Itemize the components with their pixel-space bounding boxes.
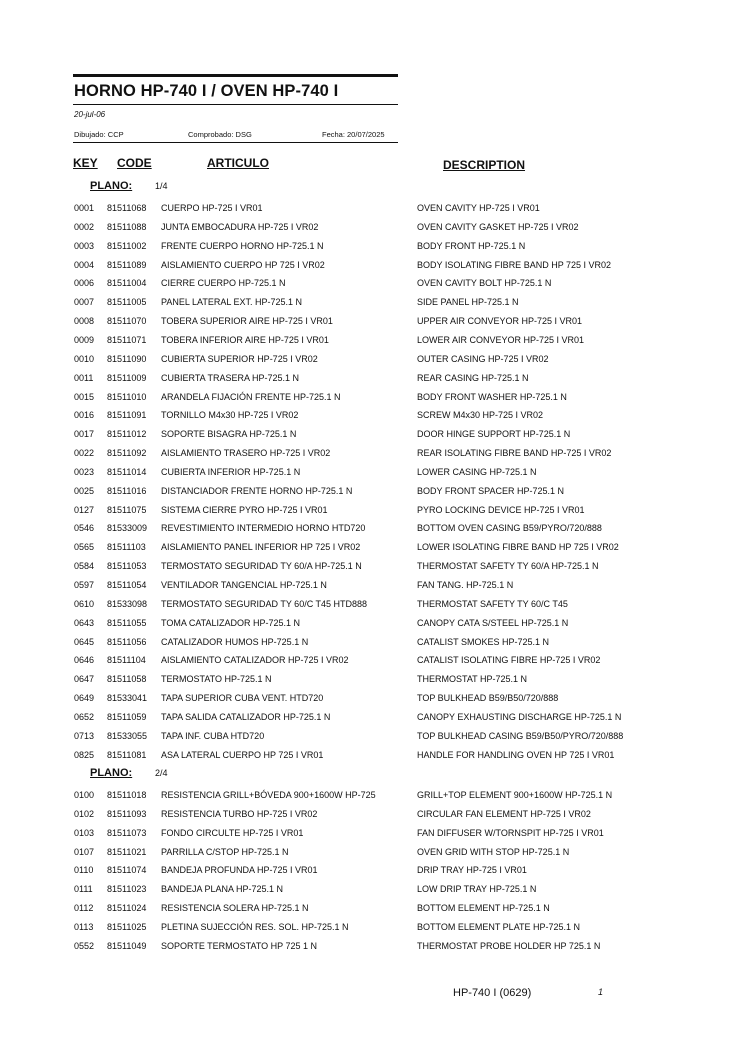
table-row xyxy=(0,277,744,295)
cell-code: 81511075 xyxy=(107,504,147,515)
cell-description: THERMOSTAT PROBE HOLDER HP 725.1 N xyxy=(417,940,601,951)
plano-page: 1/4 xyxy=(155,181,168,191)
table-row xyxy=(0,711,744,729)
cell-description: HANDLE FOR HANDLING OVEN HP 725 I VR01 xyxy=(417,749,615,760)
cell-articulo: DISTANCIADOR FRENTE HORNO HP-725.1 N xyxy=(161,485,353,496)
cell-key: 0597 xyxy=(74,580,95,590)
cell-key: 0010 xyxy=(74,353,95,364)
cell-description: BOTTOM OVEN CASING B59/PYRO/720/888 xyxy=(417,523,602,534)
cell-description: TOP BULKHEAD B59/B50/720/888 xyxy=(417,693,559,704)
cell-key: 0552 xyxy=(74,940,95,951)
cell-articulo: AISLAMIENTO CATALIZADOR HP-725 I VR02 xyxy=(161,655,349,666)
document-title: HORNO HP-740 I / OVEN HP-740 I xyxy=(74,82,339,100)
cell-articulo: RESISTENCIA GRILL+BÓVEDA 900+1600W HP-725 xyxy=(161,790,376,800)
cell-code: 81511010 xyxy=(107,391,147,402)
cell-code: 81511071 xyxy=(107,334,147,345)
meta-rule xyxy=(73,142,398,143)
cell-articulo: RESISTENCIA TURBO HP-725 I VR02 xyxy=(161,808,318,819)
cell-code: 81511023 xyxy=(107,884,147,895)
cell-key: 0025 xyxy=(74,485,95,496)
cell-articulo: AISLAMIENTO CUERPO HP 725 I VR02 xyxy=(161,259,325,270)
footer-page-number: 1 xyxy=(598,987,604,997)
table-row xyxy=(0,409,744,427)
revision-date: Fecha: 20/07/2025 xyxy=(322,130,385,139)
cell-code: 81511053 xyxy=(107,561,147,572)
table-row xyxy=(0,428,744,446)
cell-description: TOP BULKHEAD CASING B59/B50/PYRO/720/888 xyxy=(417,730,624,741)
cell-articulo: TAPA INF. CUBA HTD720 xyxy=(161,730,265,741)
cell-code: 81511009 xyxy=(107,372,147,383)
cell-key: 0127 xyxy=(74,504,95,515)
table-row xyxy=(0,883,744,901)
table-row xyxy=(0,560,744,578)
cell-description: OVEN CAVITY GASKET HP-725 I VR02 xyxy=(417,221,579,232)
cell-description: OVEN GRID WITH STOP HP-725.1 N xyxy=(417,846,570,857)
cell-key: 0565 xyxy=(74,542,95,553)
cell-key: 0645 xyxy=(74,636,95,647)
table-row xyxy=(0,334,744,352)
cell-code: 81533009 xyxy=(107,523,148,534)
cell-articulo: AISLAMIENTO PANEL INFERIOR HP 725 I VR02 xyxy=(161,542,361,553)
cell-key: 0004 xyxy=(74,259,95,270)
cell-description: CIRCULAR FAN ELEMENT HP-725 I VR02 xyxy=(417,808,591,819)
cell-code: 81511088 xyxy=(107,221,147,232)
cell-articulo: JUNTA EMBOCADURA HP-725 I VR02 xyxy=(161,221,319,232)
cell-key: 0103 xyxy=(74,827,95,838)
cell-articulo: RESISTENCIA SOLERA HP-725.1 N xyxy=(161,903,309,914)
table-row xyxy=(0,827,744,845)
table-row xyxy=(0,391,744,409)
cell-code: 81511092 xyxy=(107,448,147,459)
cell-code: 81511002 xyxy=(107,240,147,251)
cell-description: FAN TANG. HP-725.1 N xyxy=(417,580,514,590)
cell-code: 81533055 xyxy=(107,730,148,741)
cell-description: DRIP TRAY HP-725 I VR01 xyxy=(417,865,527,876)
cell-key: 0113 xyxy=(74,921,94,932)
cell-description: OVEN CAVITY HP-725 I VR01 xyxy=(417,203,540,213)
table-row xyxy=(0,808,744,826)
table-row xyxy=(0,921,744,939)
document-date: 20-jul-06 xyxy=(74,110,106,119)
cell-code: 81511073 xyxy=(107,827,147,838)
cell-articulo: BANDEJA PLANA HP-725.1 N xyxy=(161,884,284,895)
cell-code: 81533041 xyxy=(107,693,148,704)
cell-description: CANOPY CATA S/STEEL HP-725.1 N xyxy=(417,617,569,628)
table-row xyxy=(0,296,744,314)
table-row xyxy=(0,730,744,748)
cell-code: 81533098 xyxy=(107,598,148,609)
cell-code: 81511049 xyxy=(107,940,147,951)
cell-description: LOW DRIP TRAY HP-725.1 N xyxy=(417,884,537,895)
cell-code: 81511070 xyxy=(107,316,147,327)
cell-articulo: TERMOSTATO SEGURIDAD TY 60/A HP-725.1 N xyxy=(161,561,362,572)
cell-key: 0100 xyxy=(74,790,95,800)
cell-articulo: PLETINA SUJECCIÓN RES. SOL. HP-725.1 N xyxy=(161,921,349,932)
cell-description: PYRO LOCKING DEVICE HP-725 I VR01 xyxy=(417,504,585,515)
cell-description: LOWER CASING HP-725.1 N xyxy=(417,466,537,477)
cell-code: 81511091 xyxy=(107,410,147,421)
cell-key: 0647 xyxy=(74,674,95,685)
table-row xyxy=(0,864,744,882)
cell-articulo: TERMOSTATO SEGURIDAD TY 60/C T45 HTD888 xyxy=(161,598,368,609)
cell-articulo: CUBIERTA INFERIOR HP-725.1 N xyxy=(161,466,301,477)
cell-code: 81511074 xyxy=(107,865,147,876)
cell-key: 0646 xyxy=(74,655,95,666)
cell-code: 81511104 xyxy=(107,655,146,666)
cell-key: 0023 xyxy=(74,466,95,477)
cell-key: 0003 xyxy=(74,240,95,251)
column-header-articulo: ARTICULO xyxy=(207,156,269,170)
cell-description: LOWER ISOLATING FIBRE BAND HP 725 I VR02 xyxy=(417,542,619,553)
table-row xyxy=(0,541,744,559)
cell-description: SCREW M4x30 HP-725 I VR02 xyxy=(417,410,544,421)
cell-articulo: SISTEMA CIERRE PYRO HP-725 I VR01 xyxy=(161,504,328,515)
table-row xyxy=(0,315,744,333)
cell-description: BODY FRONT WASHER HP-725.1 N xyxy=(417,391,567,402)
cell-description: REAR ISOLATING FIBRE BAND HP-725 I VR02 xyxy=(417,448,612,459)
cell-key: 0022 xyxy=(74,448,95,459)
table-row xyxy=(0,692,744,710)
cell-code: 81511093 xyxy=(107,808,147,819)
cell-key: 0643 xyxy=(74,617,95,628)
cell-code: 81511012 xyxy=(107,429,147,440)
table-row xyxy=(0,598,744,616)
cell-description: THERMOSTAT HP-725.1 N xyxy=(417,674,528,685)
cell-articulo: TOBERA SUPERIOR AIRE HP-725 I VR01 xyxy=(161,316,333,327)
table-row xyxy=(0,654,744,672)
drawn-by: Dibujado: CCP xyxy=(74,130,124,139)
cell-articulo: REVESTIMIENTO INTERMEDIO HORNO HTD720 xyxy=(161,523,366,534)
footer-model: HP-740 I (0629) xyxy=(453,987,532,999)
cell-articulo: FRENTE CUERPO HORNO HP-725.1 N xyxy=(161,240,324,251)
cell-description: LOWER AIR CONVEYOR HP-725 I VR01 xyxy=(417,334,585,345)
cell-description: SIDE PANEL HP-725.1 N xyxy=(417,297,519,308)
cell-code: 81511056 xyxy=(107,636,147,647)
cell-key: 0610 xyxy=(74,598,95,609)
cell-description: THERMOSTAT SAFETY TY 60/A HP-725.1 N xyxy=(417,561,599,572)
table-row xyxy=(0,636,744,654)
cell-key: 0584 xyxy=(74,561,95,572)
cell-articulo: TAPA SALIDA CATALIZADOR HP-725.1 N xyxy=(161,711,331,722)
cell-articulo: TOBERA INFERIOR AIRE HP-725 I VR01 xyxy=(161,334,329,345)
cell-articulo: CATALIZADOR HUMOS HP-725.1 N xyxy=(161,636,309,647)
cell-key: 0001 xyxy=(74,203,95,213)
table-row xyxy=(0,940,744,958)
cell-description: OUTER CASING HP-725 I VR02 xyxy=(417,353,549,364)
cell-code: 81511068 xyxy=(107,203,147,213)
cell-articulo: TORNILLO M4x30 HP-725 I VR02 xyxy=(161,410,299,421)
plano-label: PLANO: xyxy=(90,180,133,192)
cell-articulo: CUBIERTA SUPERIOR HP-725 I VR02 xyxy=(161,353,318,364)
cell-key: 0546 xyxy=(74,523,95,534)
cell-description: UPPER AIR CONVEYOR HP-725 I VR01 xyxy=(417,316,583,327)
table-row xyxy=(0,372,744,390)
cell-code: 81511024 xyxy=(107,903,147,914)
table-row xyxy=(0,673,744,691)
cell-description: GRILL+TOP ELEMENT 900+1600W HP-725.1 N xyxy=(417,790,613,800)
cell-description: BODY FRONT SPACER HP-725.1 N xyxy=(417,485,565,496)
column-header-description: DESCRIPTION xyxy=(443,158,526,172)
cell-articulo: FONDO CIRCULTE HP-725 I VR01 xyxy=(161,827,304,838)
cell-description: THERMOSTAT SAFETY TY 60/C T45 xyxy=(417,598,568,609)
cell-description: DOOR HINGE SUPPORT HP-725.1 N xyxy=(417,429,571,440)
cell-key: 0011 xyxy=(74,372,94,383)
column-header-key: KEY xyxy=(73,156,98,170)
cell-key: 0015 xyxy=(74,391,95,402)
cell-description: FAN DIFFUSER W/TORNSPIT HP-725 I VR01 xyxy=(417,827,604,838)
cell-code: 81511059 xyxy=(107,711,147,722)
cell-articulo: TAPA SUPERIOR CUBA VENT. HTD720 xyxy=(161,693,324,704)
cell-articulo: CUBIERTA TRASERA HP-725.1 N xyxy=(161,372,300,383)
cell-articulo: CIERRE CUERPO HP-725.1 N xyxy=(161,278,286,289)
cell-code: 81511058 xyxy=(107,674,147,685)
table-row xyxy=(0,485,744,503)
plano-page: 2/4 xyxy=(155,768,168,778)
table-row xyxy=(0,579,744,597)
cell-key: 0652 xyxy=(74,711,95,722)
cell-code: 81511090 xyxy=(107,353,147,364)
cell-key: 0713 xyxy=(74,730,95,741)
column-header-code: CODE xyxy=(117,156,152,170)
cell-code: 81511025 xyxy=(107,921,147,932)
cell-key: 0006 xyxy=(74,278,95,289)
table-row xyxy=(0,617,744,635)
cell-articulo: ASA LATERAL CUERPO HP 725 I VR01 xyxy=(161,749,324,760)
title-underline xyxy=(73,104,398,105)
cell-description: CATALIST ISOLATING FIBRE HP-725 I VR02 xyxy=(417,655,601,666)
cell-articulo: PARRILLA C/STOP HP-725.1 N xyxy=(161,846,289,857)
cell-articulo: BANDEJA PROFUNDA HP-725 I VR01 xyxy=(161,865,318,876)
cell-code: 81511103 xyxy=(107,542,146,553)
cell-key: 0649 xyxy=(74,693,95,704)
table-row xyxy=(0,522,744,540)
table-row xyxy=(0,259,744,277)
cell-articulo: AISLAMIENTO TRASERO HP-725 I VR02 xyxy=(161,448,331,459)
cell-key: 0002 xyxy=(74,221,95,232)
table-row xyxy=(0,202,744,220)
cell-description: REAR CASING HP-725.1 N xyxy=(417,372,529,383)
cell-articulo: SOPORTE BISAGRA HP-725.1 N xyxy=(161,429,297,440)
cell-key: 0111 xyxy=(74,884,93,895)
cell-description: CATALIST SMOKES HP-725.1 N xyxy=(417,636,550,647)
cell-code: 81511054 xyxy=(107,580,147,590)
cell-articulo: SOPORTE TERMOSTATO HP 725 1 N xyxy=(161,940,318,951)
top-rule xyxy=(73,74,398,77)
cell-code: 81511055 xyxy=(107,617,147,628)
cell-code: 81511016 xyxy=(107,485,147,496)
plano-label: PLANO: xyxy=(90,767,133,779)
cell-key: 0102 xyxy=(74,808,95,819)
cell-code: 81511004 xyxy=(107,278,147,289)
cell-code: 81511089 xyxy=(107,259,147,270)
cell-articulo: ARANDELA FIJACIÓN FRENTE HP-725.1 N xyxy=(161,391,341,402)
table-row xyxy=(0,447,744,465)
cell-articulo: TOMA CATALIZADOR HP-725.1 N xyxy=(161,617,301,628)
cell-description: OVEN CAVITY BOLT HP-725.1 N xyxy=(417,278,552,289)
cell-key: 0107 xyxy=(74,846,95,857)
table-row xyxy=(0,504,744,522)
cell-key: 0825 xyxy=(74,749,95,760)
cell-key: 0112 xyxy=(74,903,94,914)
table-row xyxy=(0,240,744,258)
cell-description: BODY FRONT HP-725.1 N xyxy=(417,240,526,251)
checked-by: Comprobado: DSG xyxy=(188,130,252,139)
cell-key: 0009 xyxy=(74,334,95,345)
cell-key: 0007 xyxy=(74,297,95,308)
cell-articulo: PANEL LATERAL EXT. HP-725.1 N xyxy=(161,297,303,308)
cell-description: BOTTOM ELEMENT PLATE HP-725.1 N xyxy=(417,921,581,932)
cell-articulo: TERMOSTATO HP-725.1 N xyxy=(161,674,272,685)
table-row xyxy=(0,466,744,484)
cell-code: 81511005 xyxy=(107,297,147,308)
table-row xyxy=(0,353,744,371)
table-row xyxy=(0,846,744,864)
cell-key: 0017 xyxy=(74,429,95,440)
cell-description: CANOPY EXHAUSTING DISCHARGE HP-725.1 N xyxy=(417,711,622,722)
cell-code: 81511018 xyxy=(107,790,147,800)
table-row xyxy=(0,749,744,767)
cell-key: 0008 xyxy=(74,316,95,327)
table-row xyxy=(0,902,744,920)
table-row xyxy=(0,221,744,239)
cell-articulo: VENTILADOR TANGENCIAL HP-725.1 N xyxy=(161,580,327,590)
cell-code: 81511021 xyxy=(107,846,147,857)
cell-description: BOTTOM ELEMENT HP-725.1 N xyxy=(417,903,550,914)
cell-key: 0016 xyxy=(74,410,95,421)
cell-key: 0110 xyxy=(74,865,94,876)
cell-description: BODY ISOLATING FIBRE BAND HP 725 I VR02 xyxy=(417,259,612,270)
table-row xyxy=(0,789,744,807)
cell-code: 81511014 xyxy=(107,466,147,477)
cell-articulo: CUERPO HP-725 I VR01 xyxy=(161,203,263,213)
cell-code: 81511081 xyxy=(107,749,147,760)
